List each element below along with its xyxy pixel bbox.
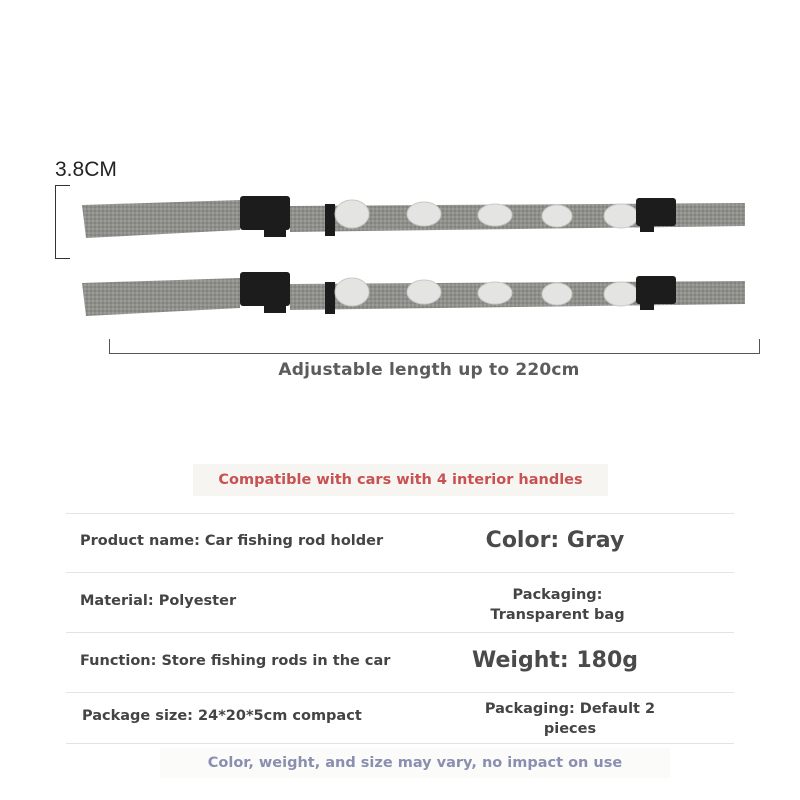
clip-5-icon <box>604 282 638 306</box>
spec-packaging <box>470 585 645 625</box>
clip-3-icon <box>478 204 512 226</box>
table-divider <box>66 692 734 693</box>
clip-1-icon <box>335 278 369 306</box>
length-dimension-label: Adjustable length up to 220cm <box>278 360 580 380</box>
clip-5-icon <box>604 204 638 228</box>
compatibility-banner: Compatible with cars with 4 interior handles <box>193 464 608 496</box>
strap-bottom <box>82 272 745 316</box>
buckle-right-icon <box>636 198 676 226</box>
spec-weight: Weight: 180g <box>472 648 638 673</box>
clip-2-icon <box>407 280 441 304</box>
clip-1-icon <box>335 200 369 228</box>
table-divider <box>66 743 734 744</box>
width-dimension-label: 3.8CM <box>55 158 117 181</box>
spec-packaging-line1: Packaging: <box>512 587 603 603</box>
buckle-right-icon <box>636 276 676 304</box>
clip-3-icon <box>478 282 512 304</box>
clip-2-icon <box>407 202 441 226</box>
spec-package-size: Package size: 24*20*5cm compact <box>82 708 362 724</box>
table-divider <box>66 572 734 573</box>
length-dimension-bracket <box>109 340 760 354</box>
strap-top <box>82 196 745 238</box>
clip-4-icon <box>542 283 572 305</box>
spec-quantity-line2: pieces <box>543 721 597 737</box>
disclaimer-note: Color, weight, and size may vary, no impact on use <box>160 748 670 778</box>
spec-product-name: Product name: Car fishing rod holder <box>80 533 384 549</box>
buckle-left-icon <box>240 196 290 230</box>
spec-color: Color: Gray <box>485 528 625 553</box>
buckle-left-icon <box>240 272 290 306</box>
spec-function: Function: Store fishing rods in the car <box>80 653 391 669</box>
slider-icon <box>325 282 335 314</box>
spec-material: Material: Polyester <box>80 593 237 609</box>
slider-icon <box>325 204 335 236</box>
spec-quantity-line1: Packaging: Default 2 <box>484 701 656 717</box>
clip-4-icon <box>542 205 572 227</box>
product-straps-image <box>0 0 800 340</box>
table-divider <box>66 513 734 514</box>
table-divider <box>66 632 734 633</box>
spec-quantity <box>470 699 670 739</box>
width-dimension-bracket <box>55 185 69 259</box>
spec-packaging-line2: Transparent bag <box>490 607 625 623</box>
